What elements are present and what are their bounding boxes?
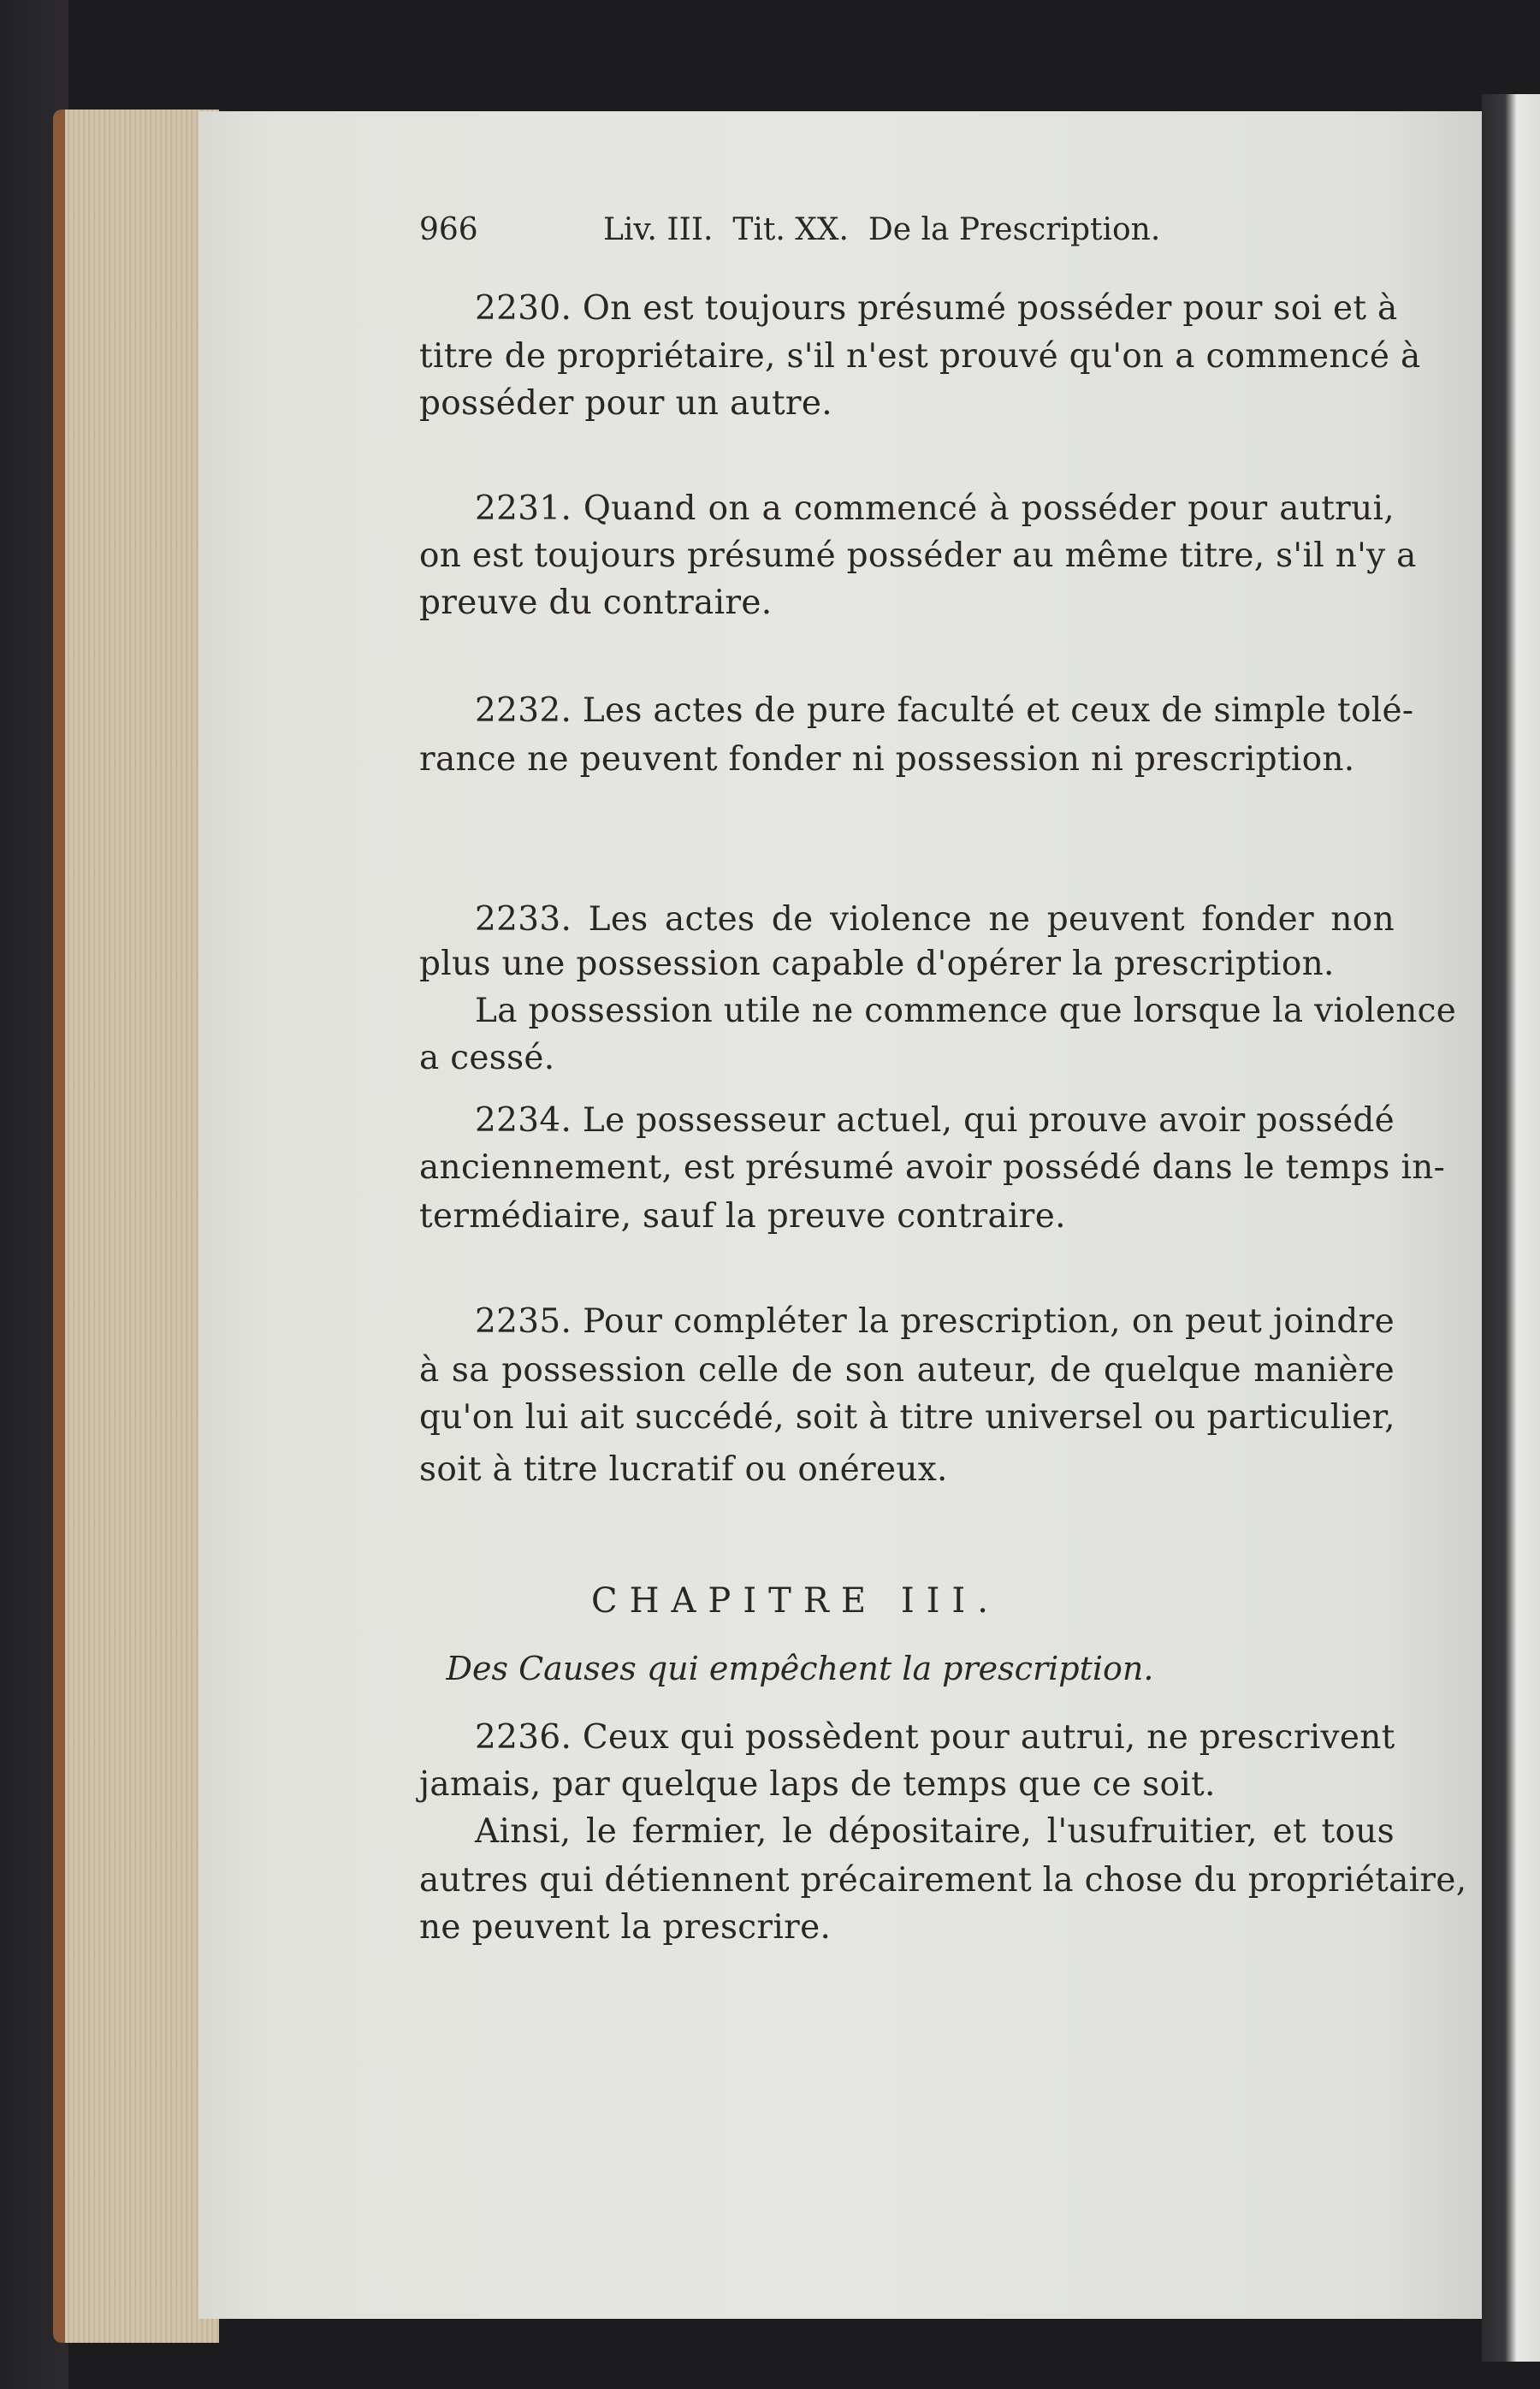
text-line: ne peuvent la prescrire. (419, 1908, 832, 1947)
text-line: rance ne peuvent fonder ni possession ni prescription. (419, 740, 1355, 779)
text-line: 2231. Quand on a commencé à posséder pour autrui, (475, 489, 1395, 528)
running-title: Liv. III. Tit. XX. De la Prescription. (603, 212, 1161, 247)
page-edges (53, 110, 219, 2343)
text-line: 2234. Le possesseur actuel, qui prouve avoir possédé (475, 1101, 1395, 1140)
text-line: 2235. Pour compléter la prescription, on peut joindre (475, 1302, 1395, 1341)
text-line: Ainsi, le fermier, le dépositaire, l'usufruitier, et tous (475, 1812, 1395, 1851)
text-line: termédiaire, sauf la preuve contraire. (419, 1197, 1066, 1236)
text-line: La possession utile ne commence que lorsque la violence (475, 992, 1457, 1030)
text-line: 2230. On est toujours présumé posséder pour soi et à (475, 289, 1398, 328)
text-line: 2233. Les actes de violence ne peuvent fonder non (475, 900, 1395, 939)
page-number: 966 (419, 212, 478, 247)
text-line: titre de propriétaire, s'il n'est prouvé qu'on a commencé à (419, 337, 1421, 376)
text-line: 2232. Les actes de pure faculté et ceux de simple tolé- (475, 691, 1414, 730)
text-line: preuve du contraire. (419, 584, 773, 622)
text-line: 2236. Ceux qui possèdent pour autrui, ne prescrivent (475, 1718, 1395, 1757)
chapter-title: CHAPITRE III. (591, 1581, 1000, 1621)
chapter-subtitle: Des Causes qui empêchent la prescription. (446, 1650, 1154, 1687)
text-line: on est toujours présumé posséder au même titre, s'il n'y a (419, 536, 1417, 575)
text-line: autres qui détiennent précairement la chose du propriétaire, (419, 1861, 1467, 1900)
text-line: plus une possession capable d'opérer la prescription. (419, 945, 1335, 983)
text-line: a cessé. (419, 1039, 555, 1077)
text-line: soit à titre lucratif ou onéreux. (419, 1450, 948, 1489)
text-line: posséder pour un autre. (419, 384, 832, 423)
facing-page-edge (1482, 94, 1540, 2362)
text-line: à sa possession celle de son auteur, de quelque manière (419, 1351, 1395, 1390)
text-line: jamais, par quelque laps de temps que ce soit. (419, 1765, 1216, 1804)
text-line: qu'on lui ait succédé, soit à titre universel ou particulier, (419, 1398, 1395, 1437)
text-line: anciennement, est présumé avoir possédé dans le temps in- (419, 1148, 1446, 1187)
